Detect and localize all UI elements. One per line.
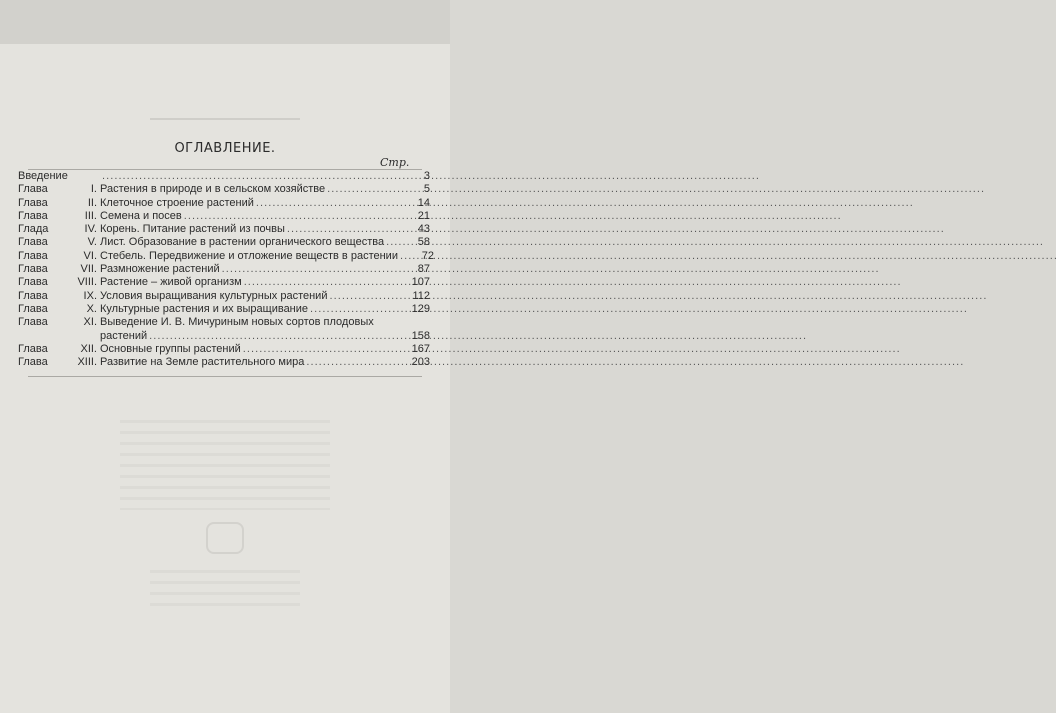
page-column-label: Стр. xyxy=(380,156,410,169)
toc-chapter-row xyxy=(18,343,430,356)
chapter-number: XIII. xyxy=(77,356,97,369)
chapter-page: 158 xyxy=(411,329,430,342)
chapter-title: Культурные растения и их выращивание xyxy=(100,302,309,315)
bleed-through-imprint xyxy=(120,420,330,510)
chapter-page: 5 xyxy=(423,183,430,196)
toc-chapter-row-continued xyxy=(18,330,430,343)
chapter-page: 43 xyxy=(417,223,430,236)
chapter-title: Растения в природе и в сельском хозяйстве xyxy=(100,183,326,196)
chapter-label: Глада xyxy=(18,223,49,236)
chapter-label: Глава xyxy=(18,316,48,329)
chapter-label: Глава xyxy=(18,356,48,369)
toc-intro xyxy=(18,170,430,183)
chapter-title: Условия выращивания культурных растений xyxy=(100,289,328,302)
leader-dots xyxy=(329,290,402,303)
chapter-number: IV. xyxy=(84,223,97,236)
chapter-number: II. xyxy=(87,196,97,209)
intro-label: Введение xyxy=(18,170,68,182)
toc-title: ОГЛАВЛЕНИЕ. xyxy=(174,141,276,156)
chapter-title: Клеточное строение растений xyxy=(100,196,254,209)
chapter-title: Основные группы растений xyxy=(100,342,241,355)
chapter-number: IX. xyxy=(83,289,97,302)
chapter-title: Размножение растений xyxy=(100,263,220,276)
chapter-number: VII. xyxy=(80,263,97,276)
leader-dots xyxy=(310,303,402,316)
page-top-band xyxy=(0,0,450,44)
bottom-rule xyxy=(28,376,422,377)
chapter-title: Корень. Питание растений из почвы xyxy=(100,223,285,236)
chapter-number: V. xyxy=(87,236,97,249)
leader-dots xyxy=(184,210,402,223)
chapter-label: Глава xyxy=(18,196,48,209)
chapter-page: 129 xyxy=(411,302,430,315)
leader-dots xyxy=(102,170,402,183)
chapter-page: 203 xyxy=(411,356,430,369)
chapter-label: Глава xyxy=(18,276,48,289)
chapter-page: 58 xyxy=(417,236,430,249)
toc-chapter-row xyxy=(18,249,434,263)
toc-list xyxy=(18,170,434,369)
chapter-number: XI. xyxy=(83,316,97,329)
chapter-title: Выведение И. В. Мичуриным новых сортов плодовых xyxy=(100,316,374,329)
chapter-number: VI. xyxy=(83,249,97,262)
toc-chapter-row xyxy=(18,290,430,303)
chapter-label: Глава xyxy=(18,209,48,222)
book-page xyxy=(0,0,450,713)
chapter-title: Растение – живой организм xyxy=(100,276,242,289)
leader-dots xyxy=(149,330,402,343)
chapter-number: I. xyxy=(90,183,97,196)
chapter-title: Лист. Образование в растении органического вещества xyxy=(100,236,385,249)
chapter-number: VIII. xyxy=(77,276,97,289)
chapter-page: 167 xyxy=(411,342,430,355)
bleed-through-title xyxy=(150,118,300,142)
leader-dots xyxy=(287,223,402,236)
chapter-page: 72 xyxy=(421,249,434,262)
chapter-page: 112 xyxy=(412,289,430,302)
chapter-title: Развитие на Земле растительного мира xyxy=(100,356,305,369)
chapter-page: 14 xyxy=(417,196,430,209)
leader-dots xyxy=(306,356,402,369)
leader-dots xyxy=(400,250,406,263)
toc-chapter-row xyxy=(18,316,430,329)
chapter-number: XII. xyxy=(80,342,97,355)
bleed-through-note xyxy=(150,570,300,610)
chapter-label: Глава xyxy=(18,183,48,196)
chapter-page: 21 xyxy=(417,209,430,222)
chapter-page: 107 xyxy=(411,276,430,289)
toc-chapter-row xyxy=(18,210,430,223)
leader-dots xyxy=(386,236,402,249)
chapter-label: Глава xyxy=(18,302,48,315)
bleed-through-age-mark xyxy=(206,522,244,554)
leader-dots xyxy=(222,263,402,276)
chapter-title-continued: растений xyxy=(100,329,148,342)
chapter-title: Семена и посев xyxy=(100,209,182,222)
intro-page: 3 xyxy=(423,170,430,182)
toc-chapter-row xyxy=(18,236,430,249)
toc-chapter-row xyxy=(18,223,430,236)
chapter-label: Глава xyxy=(18,289,48,302)
chapter-label: Глава xyxy=(18,249,48,262)
leader-dots xyxy=(327,183,402,196)
toc-chapter-row xyxy=(18,356,430,369)
chapter-title: Стебель. Передвижение и отложение веществ в растении xyxy=(100,249,398,262)
chapter-number: III. xyxy=(84,209,97,222)
chapter-page: 87 xyxy=(417,263,430,276)
chapter-label: Глава xyxy=(18,263,48,276)
leader-dots xyxy=(243,343,402,356)
toc-chapter-row xyxy=(18,276,430,289)
leader-dots xyxy=(256,197,402,210)
toc-chapter-row xyxy=(18,303,430,316)
toc-chapter-row xyxy=(18,197,430,210)
chapter-label: Глава xyxy=(18,236,48,249)
chapter-number: X. xyxy=(86,302,97,315)
chapter-label: Глава xyxy=(18,342,48,355)
toc-chapter-row xyxy=(18,263,430,276)
leader-dots xyxy=(244,276,402,289)
toc-chapter-row xyxy=(18,183,430,196)
